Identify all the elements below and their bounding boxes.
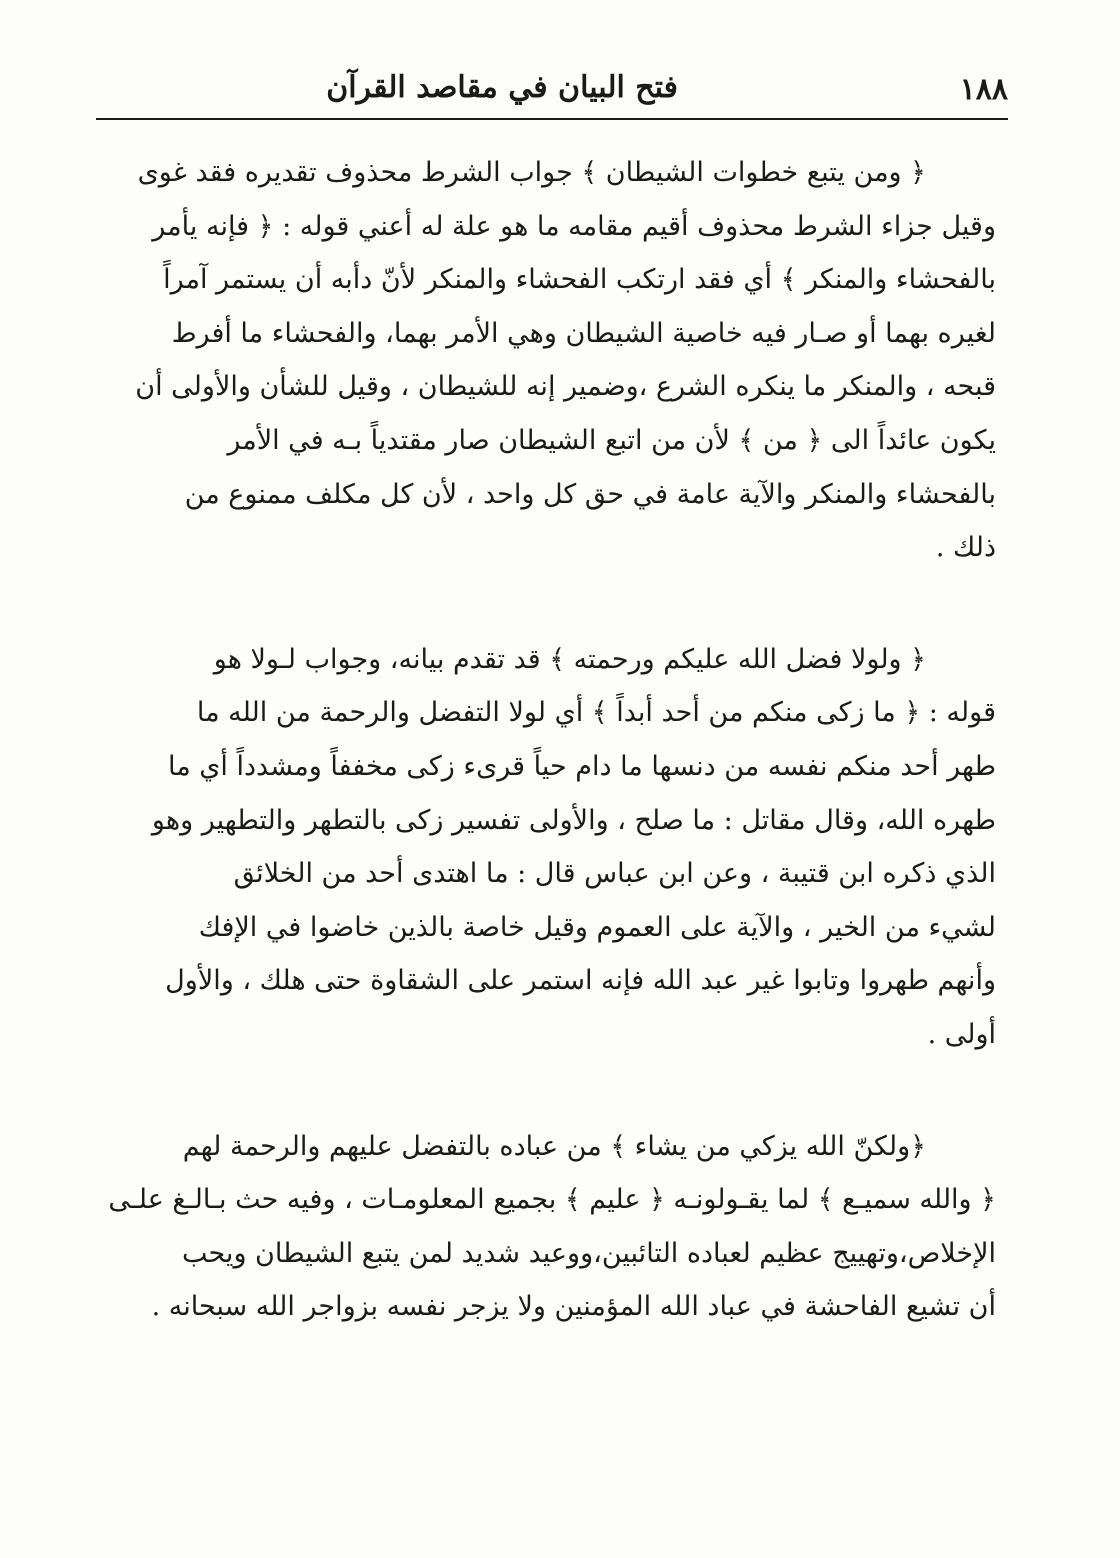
book-title: فتح البيان في مقاصد القرآن bbox=[326, 70, 678, 105]
page-body bbox=[100, 146, 996, 1392]
page-number: ١٨٨ bbox=[959, 72, 1008, 107]
text-line: ﴿ ولولا فضل الله عليكم ورحمته ﴾ قد تقدم بيانه، وجواب لـولا هو bbox=[213, 643, 926, 675]
text-line: قبحه ، والمنكر ما ينكره الشرع ،وضمير إنه للشيطان ، وقيل للشأن والأولى أن bbox=[135, 371, 996, 403]
text-line: بالفحشاء والمنكر ﴾ أي فقد ارتكب الفحشاء والمنكر لأنّ دأبه أن يستمر آمراً bbox=[163, 264, 996, 296]
text-line: وأنهم طهروا وتابوا غير عبد الله فإنه استمر على الشقاوة حتى هلك ، والأول bbox=[165, 965, 996, 997]
paragraph-3 bbox=[100, 1120, 996, 1334]
page-header bbox=[96, 60, 1008, 116]
text-line: وقيل جزاء الشرط محذوف أقيم مقامه ما هو علة له أعني قوله : ﴿ فإنه يأمر bbox=[152, 210, 996, 242]
text-line: لشيء من الخير ، والآية على العموم وقيل خاصة بالذين خاضوا في الإفك bbox=[198, 911, 996, 943]
text-line: يكون عائداً الى ﴿ من ﴾ لأن من اتبع الشيطان صار مقتدياً بـه في الأمر bbox=[227, 424, 996, 456]
text-line: ﴿ والله سميـع ﴾ لما يقـولونـه ﴿ عليم ﴾ بجميع المعلومـات ، وفيه حث بـالـغ علـى bbox=[108, 1184, 996, 1216]
text-line: ﴿ولكنّ الله يزكي من يشاء ﴾ من عباده بالتفضل عليهم والرحمة لهم bbox=[182, 1130, 926, 1162]
text-line: أن تشيع الفاحشة في عباد الله المؤمنين ولا يزجر نفسه بزواجر الله سبحانه . bbox=[151, 1291, 996, 1323]
text-line: الذي ذكره ابن قتيبة ، وعن ابن عباس قال : ما اهتدى أحد من الخلائق bbox=[233, 858, 996, 890]
text-line: ذلك . bbox=[935, 532, 996, 564]
text-line: طهره الله، وقال مقاتل : ما صلح ، والأولى تفسير زكى بالتطهر والتطهير وهو bbox=[151, 804, 996, 836]
text-line: بالفحشاء والمنكر والآية عامة في حق كل واحد ، لأن كل مكلف ممنوع من bbox=[184, 478, 996, 510]
header-divider bbox=[96, 118, 1008, 120]
paragraph-1 bbox=[100, 146, 996, 575]
text-line: قوله : ﴿ ما زكى منكم من أحد أبداً ﴾ أي لولا التفضل والرحمة من الله ما bbox=[196, 697, 996, 729]
paragraph-2 bbox=[100, 633, 996, 1062]
text-line: طهر أحد منكم نفسه من دنسها ما دام حياً قرىء زكى مخففاً ومشدداً أي ما bbox=[168, 750, 996, 782]
text-line: لغيره بهما أو صـار فيه خاصية الشيطان وهي الأمر بهما، والفحشاء ما أفرط bbox=[171, 317, 996, 349]
text-line: ﴿ ومن يتبع خطوات الشيطان ﴾ جواب الشرط محذوف تقديره فقد غوى bbox=[137, 157, 926, 188]
text-line: أولى . bbox=[927, 1018, 996, 1050]
text-line: الإخلاص،وتهييج عظيم لعباده التائبين،ووعيد شديد لمن يتبع الشيطان ويحب bbox=[181, 1237, 996, 1269]
